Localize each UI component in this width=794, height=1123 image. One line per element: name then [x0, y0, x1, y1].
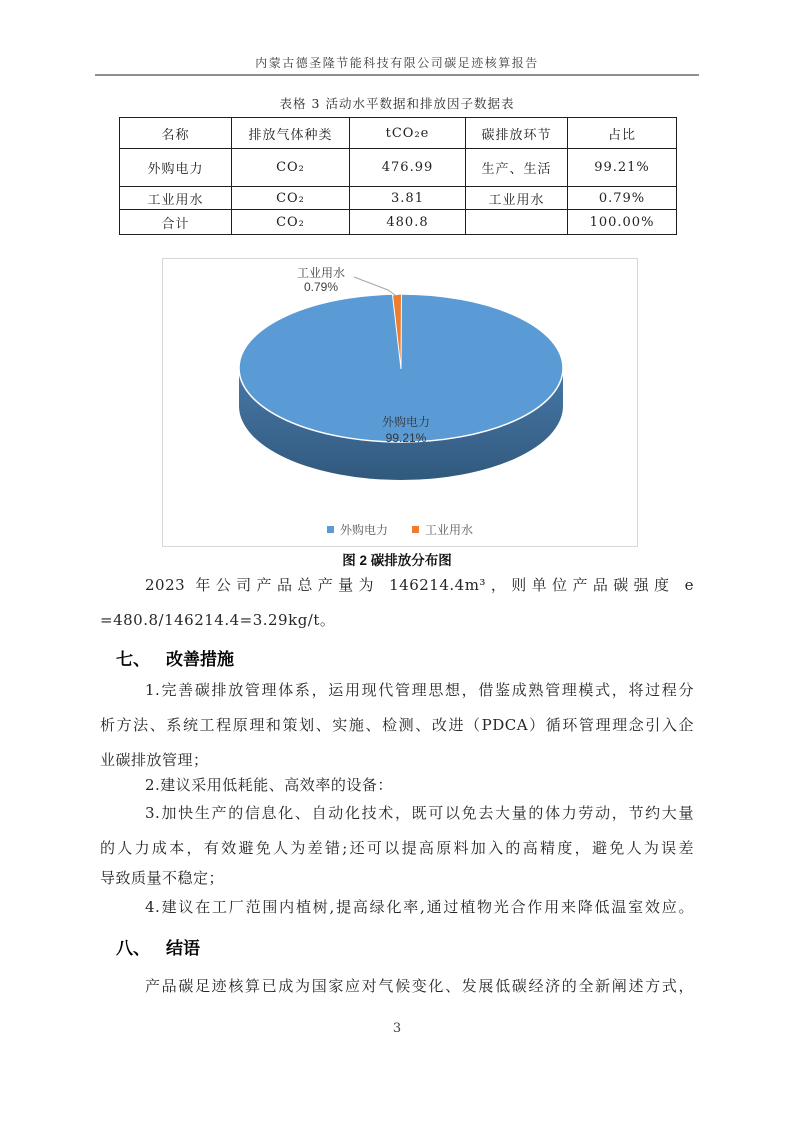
col-header-tco2e: tCO₂e — [350, 118, 466, 149]
callout-water-pct: 0.79% — [303, 280, 339, 294]
callout-electricity-pct: 99.21% — [385, 431, 427, 445]
callout-water-label: 工业用水 — [296, 266, 345, 280]
cell-share: 100.00% — [568, 210, 677, 235]
section-title: 结语 — [166, 939, 200, 958]
cell-gas: CO₂ — [232, 149, 350, 187]
legend-label: 外购电力 — [339, 523, 388, 537]
legend-swatch-blue-icon — [327, 526, 334, 533]
section-heading-8 — [116, 934, 200, 959]
legend-item-water — [412, 521, 473, 538]
section-title: 改善措施 — [166, 650, 234, 669]
col-header-gas-type: 排放气体种类 — [232, 118, 350, 149]
cell-stage: 工业用水 — [466, 187, 568, 210]
cell-name: 合计 — [120, 210, 232, 235]
header-rule — [95, 74, 699, 76]
page-number: 3 — [392, 1021, 402, 1036]
cell-gas: CO₂ — [232, 187, 350, 210]
paragraph-line: =480.8/146214.4=3.29kg/t。 — [100, 611, 336, 629]
cell-stage: 生产、生活 — [466, 149, 568, 187]
callout-electricity — [348, 414, 464, 446]
paragraph-line: 产品碳足迹核算已成为国家应对气候变化、发展低碳经济的全新阐述方式， — [145, 977, 694, 995]
section-number: 七、 — [116, 650, 150, 669]
table-row — [120, 187, 677, 210]
paragraph-line: 2023 年公司产品总产量为 146214.4m³，则单位产品碳强度 e — [145, 576, 694, 594]
figure-caption: 图 2 碳排放分布图 — [342, 553, 452, 568]
col-header-emission-stage: 碳排放环节 — [466, 118, 568, 149]
section-number: 八、 — [116, 939, 150, 958]
paragraph-line: 导致质量不稳定； — [100, 869, 225, 887]
paragraph-line: 2.建议采用低耗能、高效率的设备： — [145, 776, 393, 794]
callout-electricity-label: 外购电力 — [381, 415, 430, 429]
cell-name: 工业用水 — [120, 187, 232, 210]
table-title: 表格 3 活动水平数据和排放因子数据表 — [279, 96, 515, 111]
table-header-row — [120, 118, 677, 149]
paragraph-line: 1.完善碳排放管理体系，运用现代管理思想，借鉴成熟管理模式，将过程分 — [145, 681, 694, 699]
cell-tco2e: 476.99 — [350, 149, 466, 187]
cell-name: 外购电力 — [120, 149, 232, 187]
col-header-name: 名称 — [120, 118, 232, 149]
cell-share: 0.79% — [568, 187, 677, 210]
paragraph-line: 析方法、系统工程原理和策划、实施、检测、改进（PDCA）循环管理理念引入企 — [100, 716, 694, 734]
callout-water — [263, 266, 379, 294]
legend-swatch-orange-icon — [412, 526, 419, 533]
paragraph-line: 的人力成本，有效避免人为差错;还可以提高原料加入的高精度，避免人为误差 — [100, 839, 694, 857]
col-header-share: 占比 — [568, 118, 677, 149]
table-row-total — [120, 210, 677, 235]
cell-tco2e: 3.81 — [350, 187, 466, 210]
pie-chart-frame — [162, 258, 638, 547]
legend-label: 工业用水 — [425, 523, 474, 537]
chart-legend — [163, 521, 637, 538]
cell-stage — [466, 210, 568, 235]
page-header-title: 内蒙古德圣隆节能科技有限公司碳足迹核算报告 — [255, 56, 539, 70]
cell-tco2e: 480.8 — [350, 210, 466, 235]
legend-item-electricity — [327, 521, 388, 538]
paragraph-line: 4.建议在工厂范围内植树,提高绿化率,通过植物光合作用来降低温室效应。 — [145, 898, 694, 916]
emission-data-table — [119, 117, 677, 235]
pie-chart-canvas — [163, 259, 639, 548]
cell-gas: CO₂ — [232, 210, 350, 235]
table-row — [120, 149, 677, 187]
paragraph-line: 业碳排放管理； — [100, 751, 209, 769]
section-heading-7 — [116, 645, 234, 670]
paragraph-line: 3.加快生产的信息化、自动化技术，既可以免去大量的体力劳动，节约大量 — [145, 804, 694, 822]
cell-share: 99.21% — [568, 149, 677, 187]
